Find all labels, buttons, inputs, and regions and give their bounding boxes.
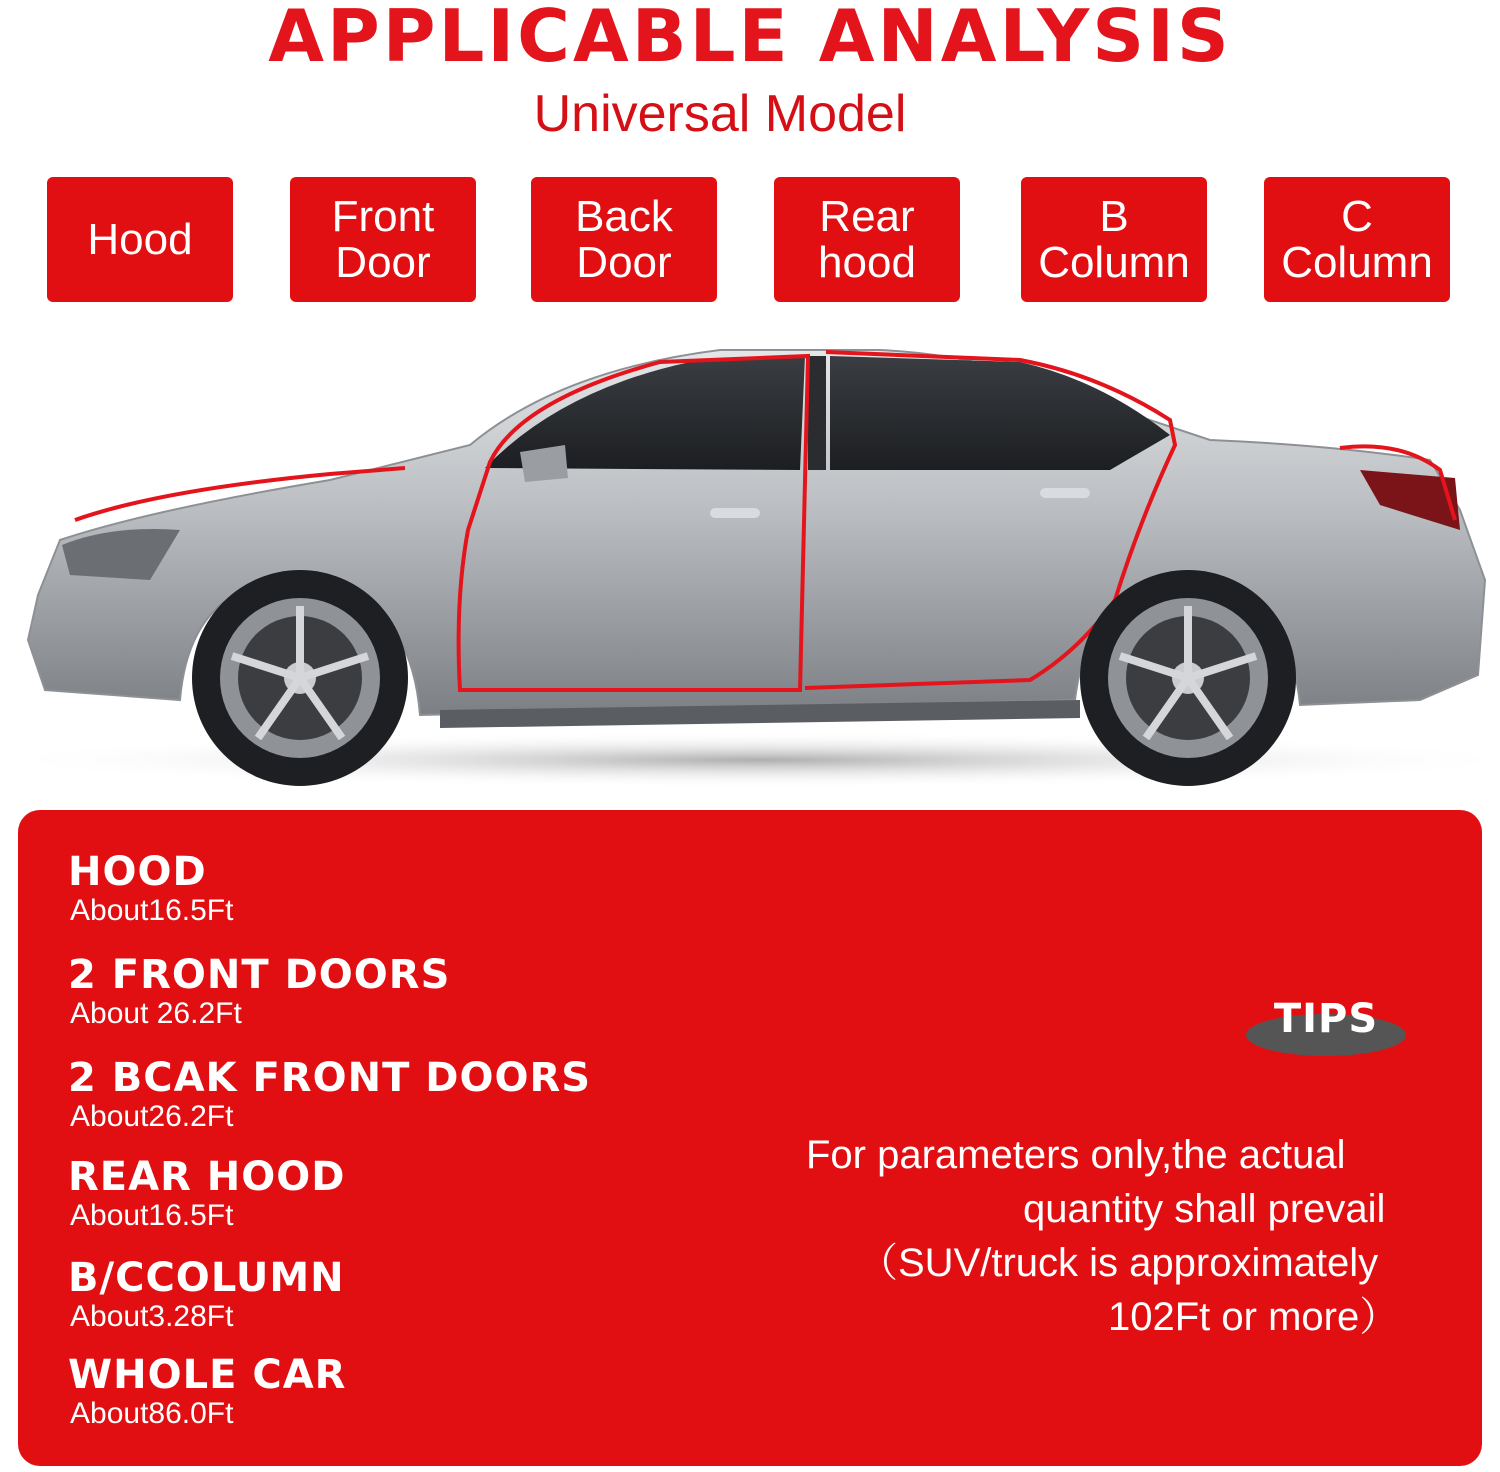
spec-value: About26.2Ft (70, 1100, 234, 1133)
spec-rear-hood (68, 1155, 346, 1233)
spec-title: WHOLE CAR (68, 1352, 347, 1398)
part-front-door-button[interactable]: Front Door (290, 177, 476, 302)
page-subtitle: Universal Model (533, 85, 907, 143)
part-back-door-button[interactable]: Back Door (531, 177, 717, 302)
tips-line: （SUV/truck is approximately (858, 1241, 1379, 1285)
part-rear-hood-button[interactable]: Rear hood (774, 177, 960, 302)
part-c-column-button[interactable]: C Column (1264, 177, 1450, 302)
page-title: APPLICABLE ANALYSIS (268, 0, 1232, 78)
spec-back-doors (68, 1056, 591, 1134)
part-hood-button[interactable]: Hood (47, 177, 233, 302)
spec-value: About3.28Ft (70, 1300, 234, 1333)
spec-title: 2 BCAK FRONT DOORS (68, 1055, 592, 1101)
spec-whole-car (68, 1353, 346, 1431)
spec-title: HOOD (68, 849, 207, 895)
car-illustration (0, 320, 1500, 790)
spec-title: REAR HOOD (68, 1154, 346, 1200)
part-b-column-button[interactable]: B Column (1021, 177, 1207, 302)
tips-line: quantity shall prevail (1023, 1187, 1386, 1231)
spec-bc-column (68, 1256, 345, 1334)
spec-value: About86.0Ft (70, 1397, 234, 1430)
tips-label: TIPS (1273, 996, 1379, 1042)
tips-line: 102Ft or more） (1108, 1295, 1400, 1339)
spec-value: About16.5Ft (70, 1199, 234, 1232)
spec-hood (68, 850, 233, 928)
spec-title: 2 FRONT DOORS (68, 952, 451, 998)
tips-line: For parameters only,the actual (806, 1133, 1346, 1177)
specs-panel (18, 810, 1482, 1466)
tips-badge (1246, 996, 1412, 1066)
spec-front-doors (68, 953, 450, 1031)
tips-note (788, 1128, 1468, 1344)
spec-value: About16.5Ft (70, 894, 234, 927)
spec-value: About 26.2Ft (70, 997, 242, 1030)
sedan-car-icon (0, 320, 1500, 790)
spec-title: B/CCOLUMN (68, 1255, 345, 1301)
